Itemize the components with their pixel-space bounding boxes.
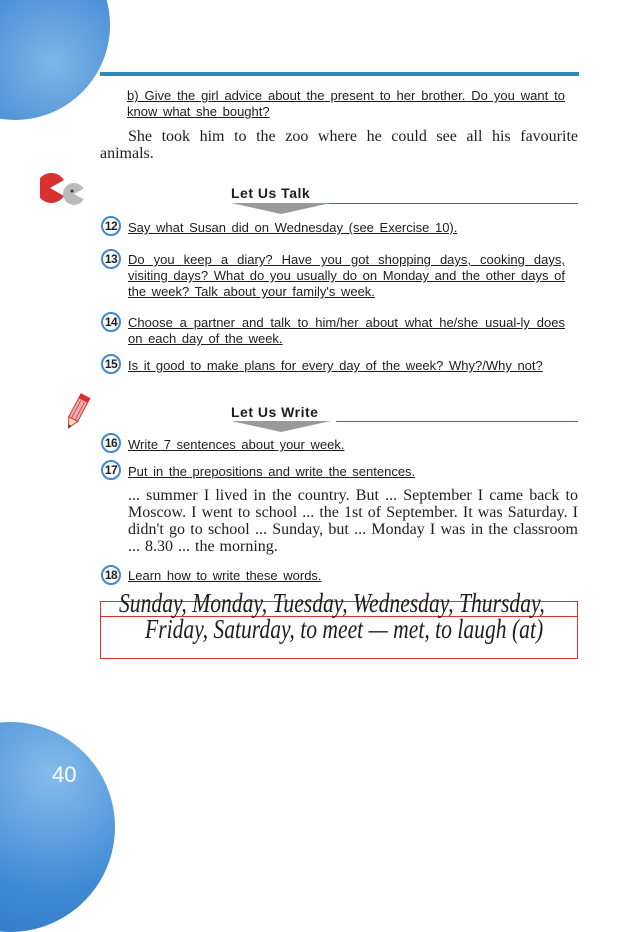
exercise-18-text: Learn how to write these words. — [128, 568, 322, 583]
write-heading: Let Us Write — [231, 404, 319, 420]
write-heading-rule — [336, 421, 578, 422]
corner-decoration-bottom — [0, 722, 115, 932]
pencil-icon — [62, 392, 92, 432]
exercise-number-13: 13 — [101, 249, 121, 269]
exercise-13-text: Do you keep a diary? Have you got shopping days, cooking days, visiting days? What do you usually do on Monday and the other days of the week? Talk about your family's week. — [128, 252, 565, 299]
exercise-14-text: Choose a partner and talk to him/her about what he/she usual-ly does on each day of the week. — [128, 315, 565, 346]
exercise-number-14: 14 — [101, 312, 121, 332]
talk-heading: Let Us Talk — [231, 185, 311, 201]
write-heading-arrow — [231, 421, 331, 433]
pacman-icon — [40, 172, 92, 208]
talk-heading-arrow — [231, 203, 331, 215]
handwriting-box — [100, 588, 578, 659]
exercise-number-17: 17 — [101, 460, 121, 480]
page-number: 40 — [52, 762, 77, 787]
corner-decoration-top — [0, 0, 110, 120]
exercise-number-15: 15 — [101, 354, 121, 374]
exercise-16-text: Write 7 sentences about your week. — [128, 437, 345, 452]
exercise-b-text: She took him to the zoo where he could see all his favourite animals. — [100, 128, 578, 162]
exercise-number-12: 12 — [101, 216, 121, 236]
exercise-17-text: Put in the prepositions and write the sentences. — [128, 464, 416, 479]
exercise-number-16: 16 — [101, 433, 121, 453]
top-rule — [100, 72, 579, 76]
talk-heading-rule — [322, 203, 578, 204]
exercise-17-passage: ... summer I lived in the country. But ... September I came back to Moscow. I went to school ... the 1st of September. It was Saturday. I didn't go to school ... Sunday, but ... Monday I was in the classroom ... 8.30 ... the morning. — [128, 487, 578, 555]
exercise-b-instruction: b) Give the girl advice about the present to her brother. Do you want to know what she bought? — [127, 88, 565, 119]
handwriting-line-1: Sunday, Monday, Tuesday, Wednesday, Thursday, — [119, 588, 545, 618]
handwriting-line-2: Friday, Saturday, to meet — met, to laugh (at) — [145, 614, 544, 644]
exercise-12-text: Say what Susan did on Wednesday (see Exercise 10). — [128, 220, 458, 235]
exercise-15-text: Is it good to make plans for every day of the week? Why?/Why not? — [128, 358, 543, 373]
exercise-number-18: 18 — [101, 565, 121, 585]
